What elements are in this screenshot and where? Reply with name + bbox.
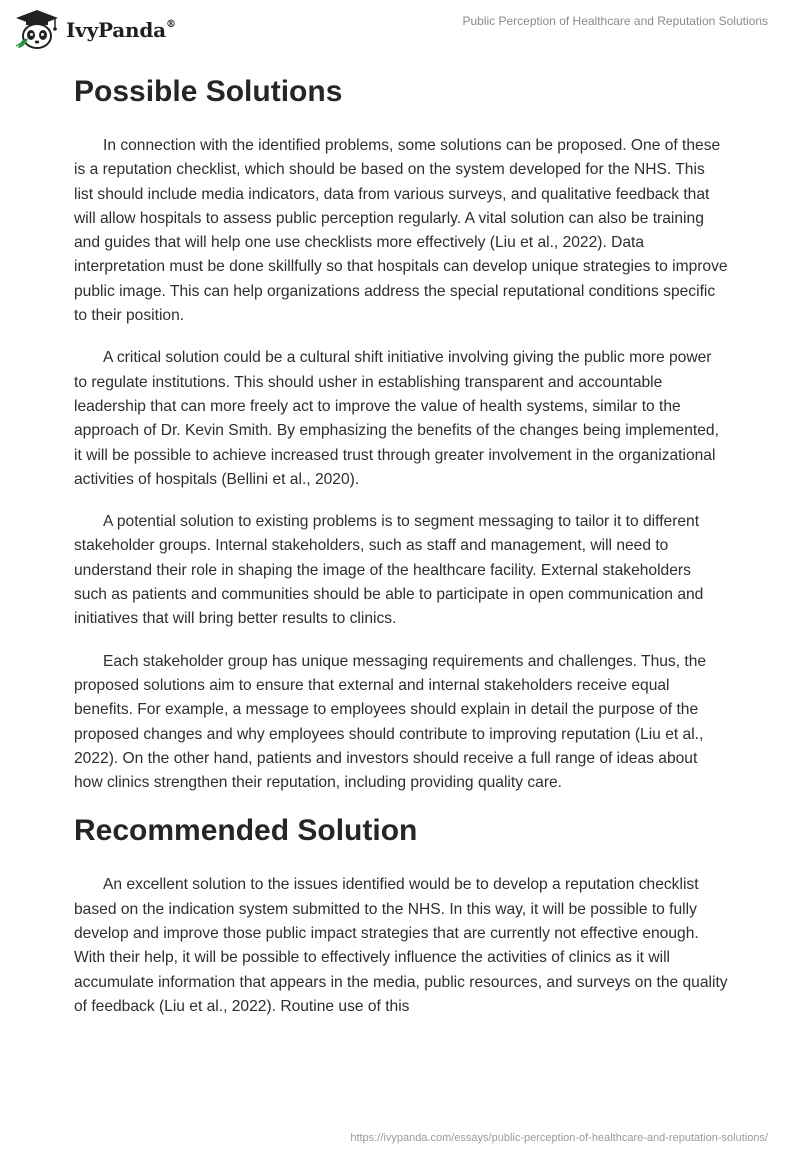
paragraph: Each stakeholder group has unique messaging requirements and challenges. Thus, the proposed solutions aim to ensure that external and internal stakeholders receive equal benefits. For example, a message to employees should explain in detail the purpose of the proposed changes and why employees should contribute to improving reputation (Liu et al., 2022). On the other hand, patients and investors should receive a full range of ideas about how clinics strengthen their reputation, including providing quality care.	[74, 652, 707, 792]
brand-name: IvyPanda®	[66, 18, 176, 42]
source-url[interactable]: https://ivypanda.com/essays/public-perception-of-healthcare-and-reputation-solutions/	[350, 1132, 768, 1144]
paragraph: An excellent solution to the issues identified would be to develop a reputation checklist based on the indication system submitted to the NHS. In this way, it will be possible to fully develop and improve those public impact strategies that are currently not effective enough. With their help, it will be possible to effectively influence the activities of clinics as it will accumulate information that appears in the media, public resources, and surveys on the quality of feedback (Liu et al., 2022). Routine use of this	[74, 876, 728, 1015]
paragraph: A potential solution to existing problems is to segment messaging to tailor it to different stakeholder groups. Internal stakeholders, such as staff and management, will need to understand their role in shaping the image of the healthcare facility. External stakeholders such as patients and communities should be able to participate in open communication and initiatives that will bring better results to clinics.	[74, 513, 704, 628]
panda-graduate-icon	[14, 8, 60, 52]
section-heading-possible-solutions: Possible Solutions	[74, 75, 343, 108]
article-body	[74, 74, 728, 1037]
section-heading-recommended-solution: Recommended Solution	[74, 814, 418, 848]
paragraph: In connection with the identified problems, some solutions can be proposed. One of these is a reputation checklist, which should be based on the system developed for the NHS. This list should include media indicators, data from various surveys, and qualitative feedback that will allow hospitals to assess public perception regularly. A vital solution can also be training and guides that will help one use checklists more effectively (Liu et al., 2022). Data interpretation must be done skillfully so that hospitals can develop unique strategies to improve public image. This can help organizations address the special reputational conditions specific to their position.	[74, 137, 728, 325]
document-title: Public Perception of Healthcare and Reputation Solutions	[462, 14, 768, 28]
page-header	[0, 0, 800, 60]
paragraph: A critical solution could be a cultural shift initiative involving giving the public more power to regulate institutions. This should usher in establishing transparent and accountable leadership that can more freely act to improve the value of health systems, similar to the approach of Dr. Kevin Smith. By emphasizing the benefits of the changes being implemented, it will be possible to achieve increased trust through greater involvement in the organizational activities of hospitals (Bellini et al., 2020).	[74, 349, 719, 488]
brand-logo[interactable]	[14, 8, 176, 52]
